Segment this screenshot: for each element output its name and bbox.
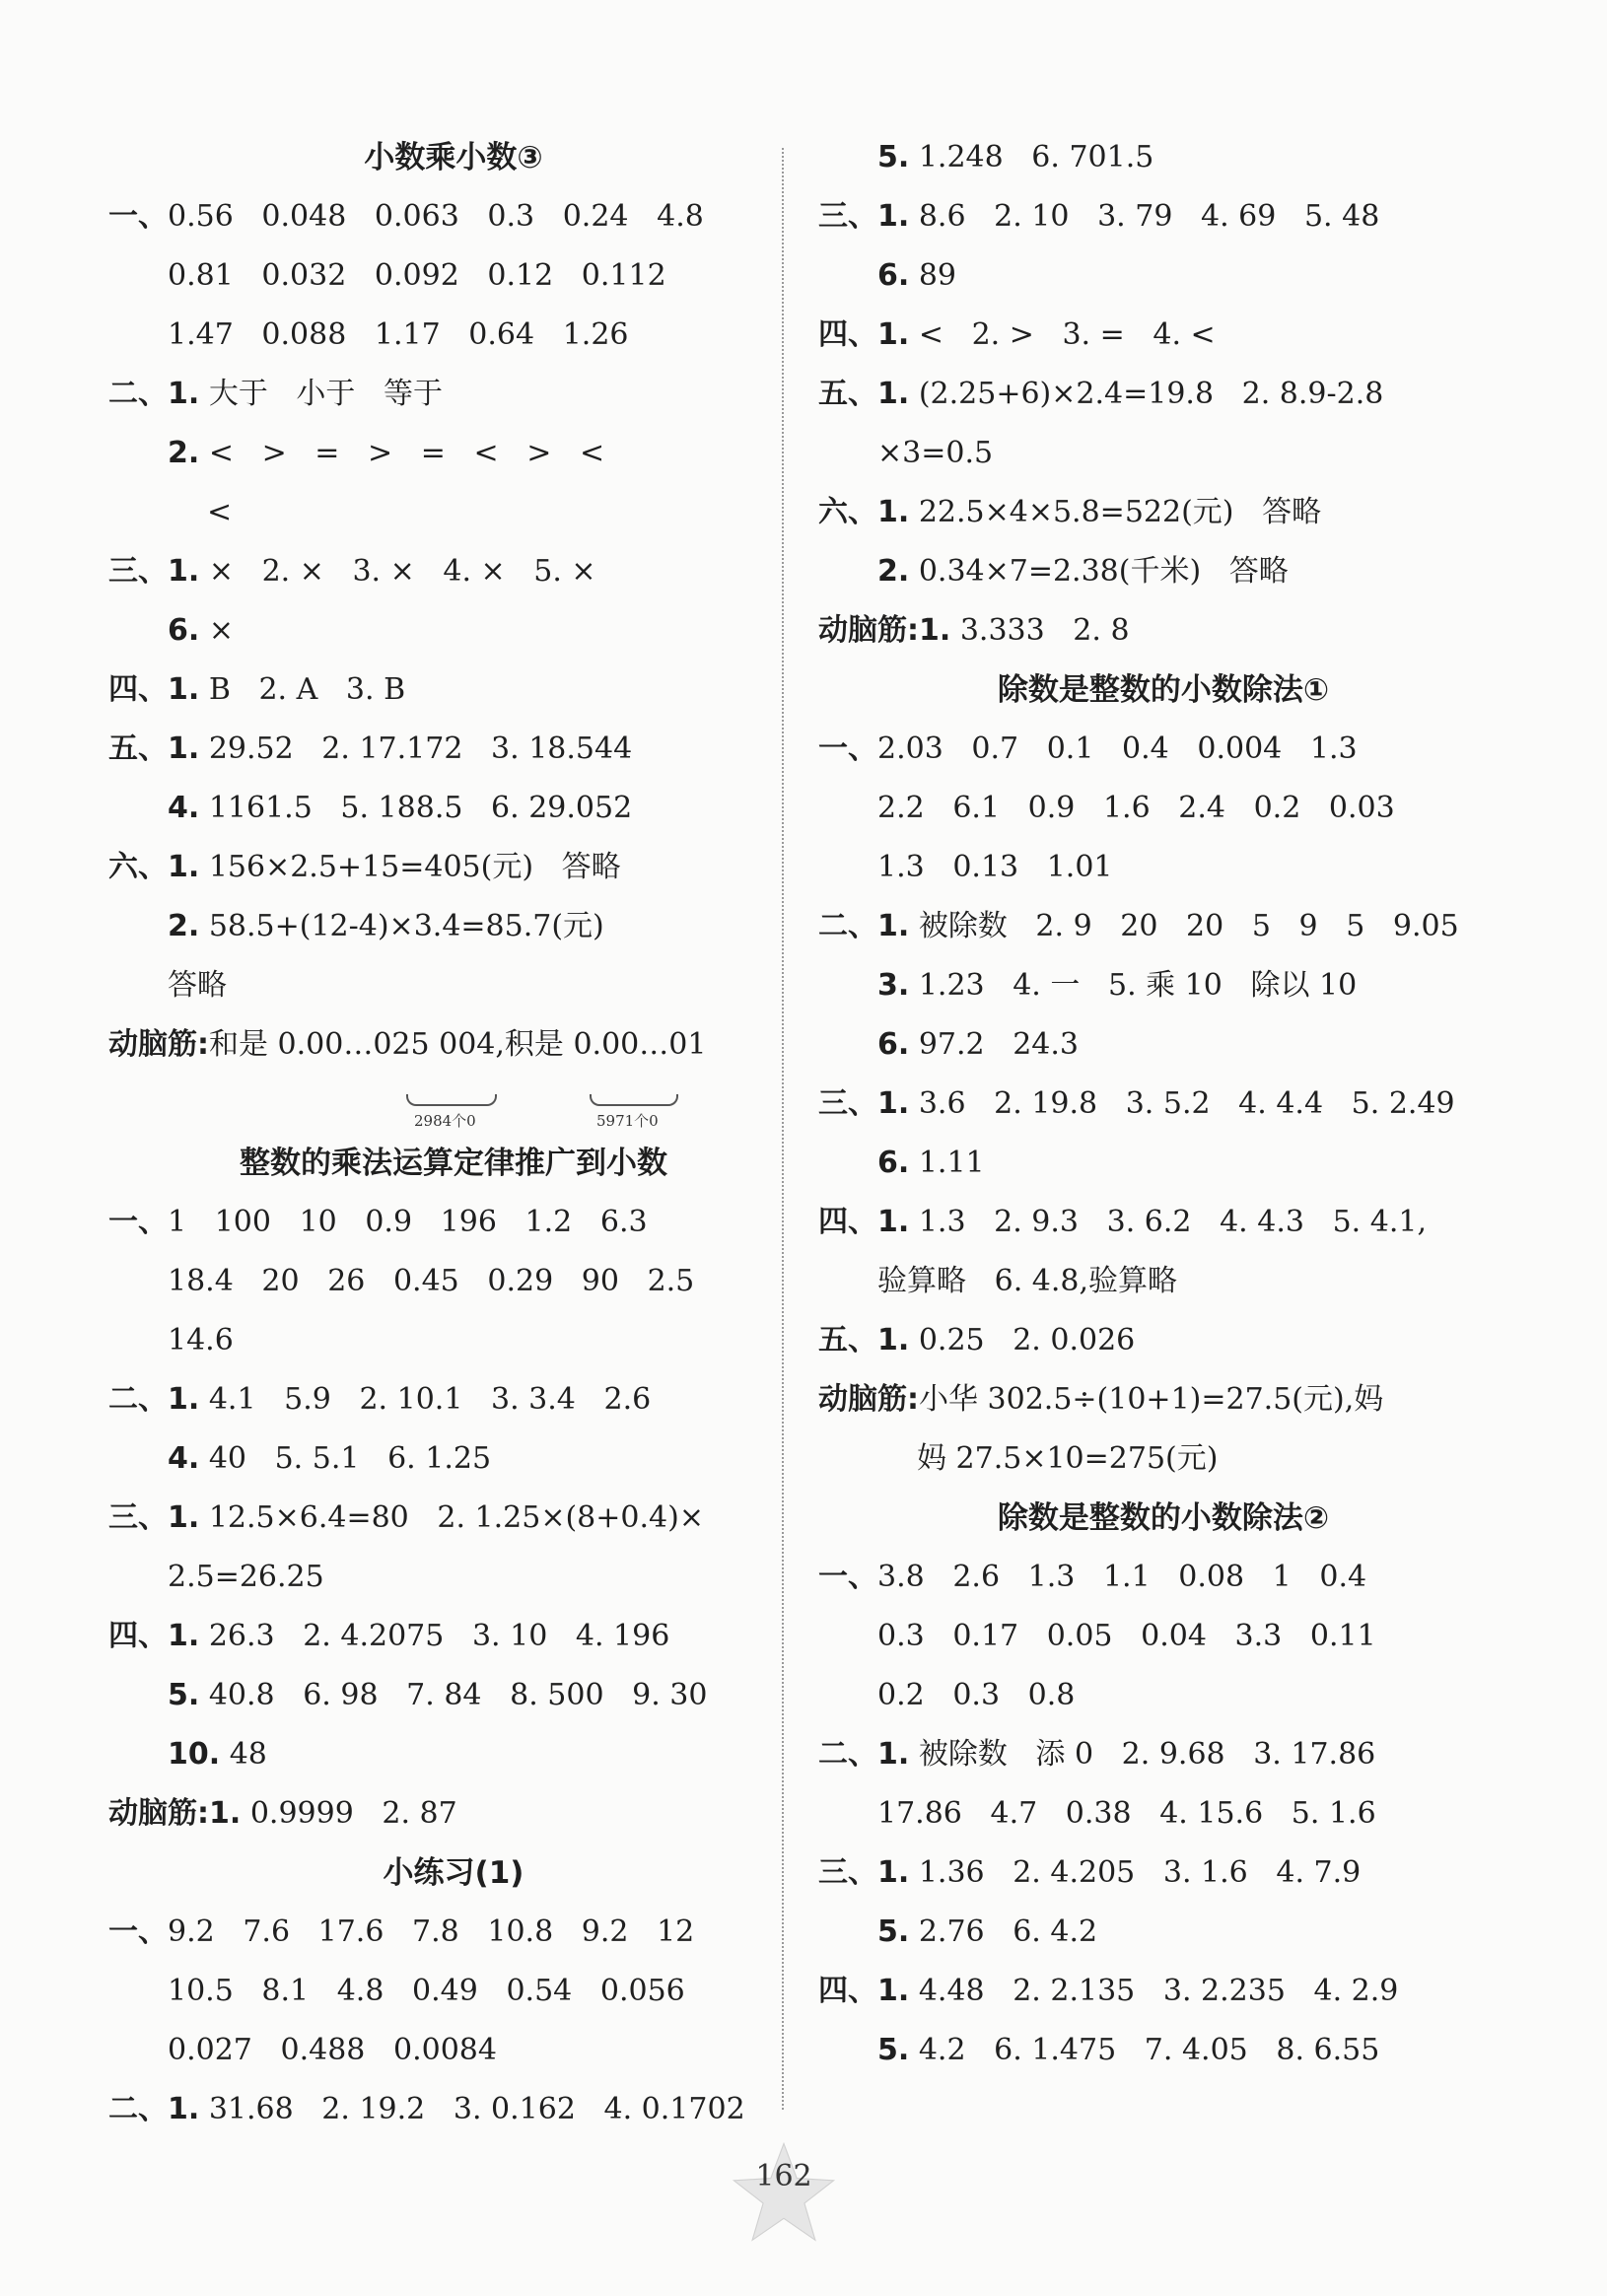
answer-line xyxy=(818,1134,1508,1193)
question-number: 4. xyxy=(168,1441,200,1476)
answer-line xyxy=(108,1903,799,1962)
answer-text: 29.52 2. 17.172 3. 18.544 xyxy=(199,731,633,766)
question-number: 动脑筋: xyxy=(818,1382,919,1417)
answer-line xyxy=(108,542,799,601)
answer-line xyxy=(108,246,799,306)
answer-line xyxy=(108,956,799,1015)
answer-text: 26.3 2. 4.2075 3. 10 4. 196 xyxy=(199,1619,670,1653)
answer-text: 89 xyxy=(909,258,956,293)
answer-text: 3.8 2.6 1.3 1.1 0.08 1 0.4 xyxy=(877,1560,1367,1594)
answer-line xyxy=(818,1311,1508,1370)
answer-text: 18.4 20 26 0.45 0.29 90 2.5 xyxy=(168,1264,695,1298)
answer-text: × xyxy=(199,613,234,648)
answer-line xyxy=(818,779,1508,838)
question-number: 5. xyxy=(877,2033,910,2067)
answer-text: 1.11 xyxy=(909,1146,985,1180)
question-number: 三、1. xyxy=(818,1086,910,1121)
answer-text: < 2. > 3. = 4. < xyxy=(909,317,1216,352)
answer-line xyxy=(818,1844,1508,1903)
question-number: 6. xyxy=(168,613,200,648)
star-icon xyxy=(730,2139,838,2248)
answer-line xyxy=(818,1015,1508,1075)
answer-text: 0.34×7=2.38(千米) 答略 xyxy=(909,554,1289,589)
question-number: 三、1. xyxy=(108,554,200,589)
answer-text: 31.68 2. 19.2 3. 0.162 4. 0.1702 xyxy=(199,2092,745,2126)
answer-text: 4.1 5.9 2. 10.1 3. 3.4 2.6 xyxy=(199,1382,652,1417)
answer-line xyxy=(108,779,799,838)
answer-line xyxy=(818,542,1508,601)
answer-text: ×3=0.5 xyxy=(877,436,994,470)
answer-line xyxy=(108,306,799,365)
answer-text: 48 xyxy=(220,1737,267,1772)
answer-line xyxy=(108,424,799,483)
answer-text: 1161.5 5. 188.5 6. 29.052 xyxy=(199,791,633,825)
section-title: 小数乘小数③ xyxy=(364,140,543,175)
answer-text: 1.36 2. 4.205 3. 1.6 4. 7.9 xyxy=(909,1855,1362,1890)
answer-text: 1.23 4. 一 5. 乘 10 除以 10 xyxy=(909,968,1358,1003)
question-number: 动脑筋:1. xyxy=(108,1796,242,1831)
question-number: 3. xyxy=(877,968,910,1003)
answer-text: 大于 小于 等于 xyxy=(199,377,444,411)
answer-text: × 2. × 3. × 4. × 5. × xyxy=(199,554,596,589)
question-number: 三、1. xyxy=(818,1855,910,1890)
answer-line xyxy=(108,838,799,897)
answer-text: 4.2 6. 1.475 7. 4.05 8. 6.55 xyxy=(909,2033,1380,2067)
question-number: 动脑筋:1. xyxy=(818,613,951,648)
answer-text: 1 100 10 0.9 196 1.2 6.3 xyxy=(168,1205,648,1239)
answer-line xyxy=(108,1429,799,1489)
answer-line xyxy=(108,1962,799,2021)
question-number: 四、1. xyxy=(108,672,200,707)
answer-text: B 2. A 3. B xyxy=(199,672,406,707)
answer-line xyxy=(108,1370,799,1429)
brace-note-right: 5971个0 xyxy=(596,1112,659,1130)
question-number: 5. xyxy=(877,140,910,174)
question-number: 五、1. xyxy=(818,377,910,411)
question-number: 二、1. xyxy=(818,909,910,943)
page-number: 162 xyxy=(755,2159,812,2193)
section-title: 除数是整数的小数除法① xyxy=(997,672,1330,708)
answer-line xyxy=(108,1784,799,1844)
answer-line xyxy=(818,1607,1508,1666)
answer-text: 妈 27.5×10=275(元) xyxy=(917,1441,1219,1476)
answer-line xyxy=(108,601,799,661)
question-number: 三、1. xyxy=(818,199,910,234)
answer-text: 58.5+(12-4)×3.4=85.7(元) xyxy=(199,909,604,943)
answer-line xyxy=(818,2021,1508,2080)
question-number: 四、1. xyxy=(818,1974,910,2008)
answer-line xyxy=(108,1252,799,1311)
right-column xyxy=(818,128,1508,2080)
answer-line xyxy=(108,1015,799,1075)
answer-text: 4.48 2. 2.135 3. 2.235 4. 2.9 xyxy=(909,1974,1399,2008)
answer-line xyxy=(818,720,1508,779)
question-number: 四、1. xyxy=(818,317,910,352)
answer-text: 2.2 6.1 0.9 1.6 2.4 0.2 0.03 xyxy=(877,791,1395,825)
answer-line xyxy=(108,661,799,720)
answer-text: 2.03 0.7 0.1 0.4 0.004 1.3 xyxy=(877,731,1358,766)
section-title: 小练习(1) xyxy=(383,1855,524,1891)
question-number: 动脑筋: xyxy=(108,1027,209,1062)
answer-text: 小华 302.5÷(10+1)=27.5(元),妈 xyxy=(919,1382,1384,1417)
answer-text: 2.5=26.25 xyxy=(168,1560,324,1594)
section-title: 整数的乘法运算定律推广到小数 xyxy=(240,1146,667,1181)
answer-line xyxy=(108,2021,799,2080)
question-number: 四、1. xyxy=(108,1619,200,1653)
answer-text: 0.56 0.048 0.063 0.3 0.24 4.8 xyxy=(168,199,704,234)
answer-text: 22.5×4×5.8=522(元) 答略 xyxy=(909,495,1322,529)
question-number: 五、1. xyxy=(108,731,200,766)
question-number: 2. xyxy=(877,554,910,589)
answer-text: 答略 xyxy=(168,968,227,1003)
brace-right xyxy=(590,1094,678,1106)
answer-text: 和是 0.00…025 004,积是 0.00…01 xyxy=(209,1027,707,1062)
question-number: 一、 xyxy=(818,731,877,766)
brace-left xyxy=(406,1094,497,1106)
answer-line xyxy=(108,1666,799,1725)
question-number: 一、 xyxy=(108,1914,168,1949)
question-number: 四、1. xyxy=(818,1205,910,1239)
question-number: 6. xyxy=(877,1146,910,1180)
answer-text: 1.3 0.13 1.01 xyxy=(877,850,1113,884)
answer-text: < xyxy=(207,495,233,529)
answer-text: 验算略 6. 4.8,验算略 xyxy=(877,1264,1178,1298)
answer-text: 0.25 2. 0.026 xyxy=(909,1323,1136,1357)
answer-text: 156×2.5+15=405(元) 答略 xyxy=(199,850,621,884)
question-number: 六、1. xyxy=(108,850,200,884)
answer-line xyxy=(108,720,799,779)
answer-line xyxy=(108,1607,799,1666)
answer-line xyxy=(108,1489,799,1548)
answer-text: 3.6 2. 19.8 3. 5.2 4. 4.4 5. 2.49 xyxy=(909,1086,1455,1121)
answer-line xyxy=(818,897,1508,956)
answer-line xyxy=(818,1075,1508,1134)
question-number: 六、1. xyxy=(818,495,910,529)
answer-line xyxy=(108,1548,799,1607)
answer-text: 被除数 2. 9 20 20 5 9 5 9.05 xyxy=(909,909,1459,943)
question-number: 三、1. xyxy=(108,1500,200,1535)
question-number: 10. xyxy=(168,1737,221,1772)
answer-line xyxy=(818,1193,1508,1252)
answer-line xyxy=(818,1252,1508,1311)
answer-line xyxy=(818,246,1508,306)
answer-text: 17.86 4.7 0.38 4. 15.6 5. 1.6 xyxy=(877,1796,1376,1831)
answer-line xyxy=(818,424,1508,483)
answer-line xyxy=(818,838,1508,897)
question-number: 二、1. xyxy=(818,1737,910,1772)
answer-line xyxy=(818,1962,1508,2021)
question-number: 6. xyxy=(877,1027,910,1062)
answer-line xyxy=(818,956,1508,1015)
answer-line xyxy=(818,365,1508,424)
question-number: 6. xyxy=(877,258,910,293)
answer-line xyxy=(818,1666,1508,1725)
question-number: 一、 xyxy=(108,1205,168,1239)
question-number: 5. xyxy=(168,1678,200,1712)
answer-text: (2.25+6)×2.4=19.8 2. 8.9-2.8 xyxy=(909,377,1384,411)
answer-line xyxy=(818,1370,1508,1429)
answer-line xyxy=(818,306,1508,365)
answer-text: 14.6 xyxy=(168,1323,234,1357)
answer-text: < > = > = < > < xyxy=(199,436,605,470)
answer-line xyxy=(108,1311,799,1370)
answer-line xyxy=(818,483,1508,542)
answer-line xyxy=(108,187,799,246)
answer-text: 0.027 0.488 0.0084 xyxy=(168,2033,497,2067)
question-number: 4. xyxy=(168,791,200,825)
answer-text: 0.2 0.3 0.8 xyxy=(877,1678,1076,1712)
answer-line xyxy=(108,1193,799,1252)
question-number: 一、 xyxy=(108,199,168,234)
answer-text: 10.5 8.1 4.8 0.49 0.54 0.056 xyxy=(168,1974,685,2008)
left-column xyxy=(108,128,799,2139)
question-number: 2. xyxy=(168,909,200,943)
section-title: 除数是整数的小数除法② xyxy=(997,1500,1330,1536)
question-number: 二、1. xyxy=(108,1382,200,1417)
answer-text: 0.3 0.17 0.05 0.04 3.3 0.11 xyxy=(877,1619,1376,1653)
answer-line xyxy=(818,187,1508,246)
answer-text: 0.81 0.032 0.092 0.12 0.112 xyxy=(168,258,666,293)
answer-line xyxy=(818,1903,1508,1962)
question-number: 五、1. xyxy=(818,1323,910,1357)
answer-text: 1.47 0.088 1.17 0.64 1.26 xyxy=(168,317,629,352)
question-number: 一、 xyxy=(818,1560,877,1594)
answer-line xyxy=(108,365,799,424)
answer-line xyxy=(818,1784,1508,1844)
answer-text: 97.2 24.3 xyxy=(909,1027,1080,1062)
answer-text: 1.248 6. 701.5 xyxy=(909,140,1154,174)
answer-text: 40 5. 5.1 6. 1.25 xyxy=(199,1441,492,1476)
answer-text: 2.76 6. 4.2 xyxy=(909,1914,1098,1949)
answer-text: 12.5×6.4=80 2. 1.25×(8+0.4)× xyxy=(199,1500,704,1535)
answer-line xyxy=(818,128,1508,187)
answer-line xyxy=(818,1725,1508,1784)
answer-text: 0.9999 2. 87 xyxy=(241,1796,457,1831)
question-number: 二、1. xyxy=(108,2092,200,2126)
answer-text: 9.2 7.6 17.6 7.8 10.8 9.2 12 xyxy=(168,1914,695,1949)
question-number: 2. xyxy=(168,436,200,470)
answer-text: 被除数 添 0 2. 9.68 3. 17.86 xyxy=(909,1737,1376,1772)
answer-text: 8.6 2. 10 3. 79 4. 69 5. 48 xyxy=(909,199,1380,234)
answer-line xyxy=(108,2080,799,2139)
answer-line xyxy=(818,601,1508,661)
answer-line xyxy=(818,1548,1508,1607)
question-number: 二、1. xyxy=(108,377,200,411)
answer-line xyxy=(108,897,799,956)
brace-note-left: 2984个0 xyxy=(414,1112,476,1130)
answer-line xyxy=(108,1725,799,1784)
answer-text: 1.3 2. 9.3 3. 6.2 4. 4.3 5. 4.1, xyxy=(909,1205,1427,1239)
answer-line xyxy=(818,1429,1508,1489)
answer-text: 3.333 2. 8 xyxy=(950,613,1130,648)
question-number: 5. xyxy=(877,1914,910,1949)
answer-text: 40.8 6. 98 7. 84 8. 500 9. 30 xyxy=(199,1678,708,1712)
answer-line xyxy=(108,483,799,542)
